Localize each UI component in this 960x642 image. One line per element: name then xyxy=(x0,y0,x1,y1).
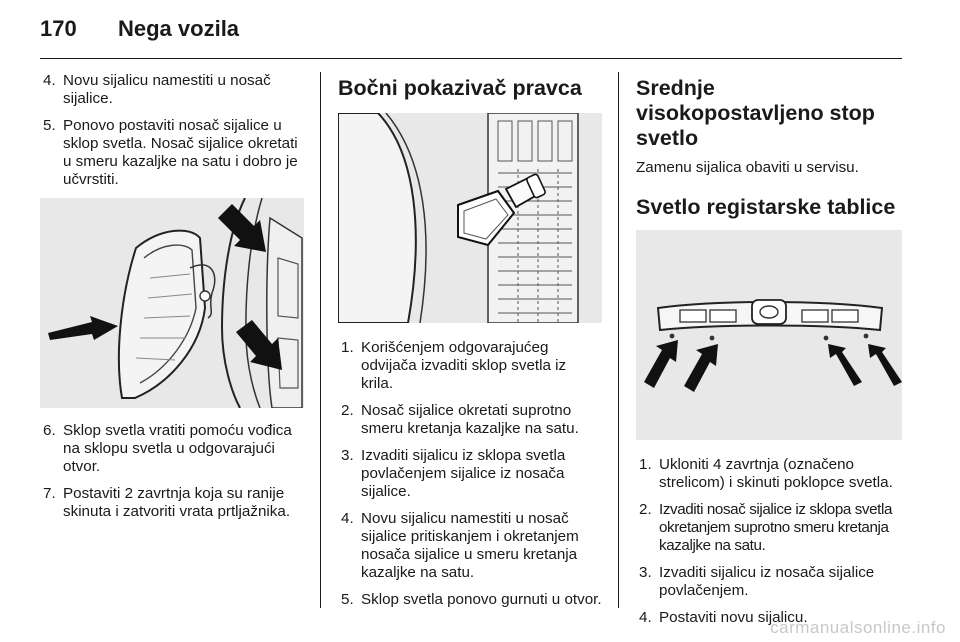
page-title: Nega vozila xyxy=(118,16,240,41)
list-item xyxy=(338,510,602,582)
tail-light-illustration xyxy=(40,198,304,408)
steps-list-b xyxy=(40,422,304,521)
step-number: 4. xyxy=(341,510,354,527)
step-text: Ponovo postaviti nosač sijalice u sklop svetla. Nosač sijalice okretati u smeru kazaljke na satu i dobro je učvrstiti. xyxy=(63,117,298,188)
step-text: Izvaditi sijalicu iz nosača sijalice povlačenjem. xyxy=(659,564,875,599)
step-text: Postaviti novu sijalicu. xyxy=(659,609,808,626)
page-header xyxy=(40,16,239,48)
list-item xyxy=(338,591,602,609)
stop-light-paragraph: Zamenu sijalica obaviti u servisu. xyxy=(636,159,859,176)
side-indicator-illustration xyxy=(338,113,602,323)
list-item xyxy=(338,339,602,393)
step-number: 5. xyxy=(43,117,56,134)
step-text: Postaviti 2 zavrtnja koja su ranije skinuta i zatvoriti vrata prtljažnika. xyxy=(63,485,291,520)
tail-light-figure xyxy=(40,198,304,408)
step-number: 4. xyxy=(43,72,56,89)
step-number: 6. xyxy=(43,422,56,439)
list-item xyxy=(40,422,304,476)
step-text: Novu sijalicu namestiti u nosač sijalice pritiskanjem i okretanjem nosača sijalice u smeru kretanja kazaljke na satu. xyxy=(361,510,579,581)
watermark: carmanualsonline.info xyxy=(770,618,946,637)
column-divider-1 xyxy=(320,72,321,608)
step-number: 1. xyxy=(639,456,652,473)
step-number: 3. xyxy=(341,447,354,464)
plate-light-illustration xyxy=(636,230,902,440)
column-2 xyxy=(338,72,602,618)
header-divider xyxy=(40,58,902,59)
steps-list-side-indicator xyxy=(338,339,602,609)
section-heading-stop-light: Srednje visokopostavljeno stop svetlo xyxy=(636,76,875,150)
list-item xyxy=(40,72,304,108)
list-item xyxy=(40,485,304,521)
column-1 xyxy=(40,72,304,530)
step-text: Izvaditi sijalicu iz sklopa svetla povlačenjem sijalice iz nosača sijalice. xyxy=(361,447,566,500)
step-number: 4. xyxy=(639,609,652,626)
step-text: Novu sijalicu namestiti u nosač sijalice. xyxy=(63,72,271,107)
list-item xyxy=(636,456,902,492)
step-number: 1. xyxy=(341,339,354,356)
step-number: 7. xyxy=(43,485,56,502)
section-heading-side-indicator: Bočni pokazivač pravca xyxy=(338,76,582,100)
list-item xyxy=(40,117,304,189)
step-text: Sklop svetla ponovo gurnuti u otvor. xyxy=(361,591,602,608)
side-indicator-figure xyxy=(338,113,602,323)
steps-list-a xyxy=(40,72,304,189)
list-item xyxy=(636,501,902,555)
column-divider-2 xyxy=(618,72,619,608)
page-number: 170 xyxy=(40,16,77,41)
step-text: Korišćenjem odgovarajućeg odvijača izvaditi sklop svetla iz krila. xyxy=(361,339,567,392)
section-heading-plate-light: Svetlo registarske tablice xyxy=(636,195,896,219)
plate-light-figure xyxy=(636,230,902,440)
list-item xyxy=(636,564,902,600)
step-number: 3. xyxy=(639,564,652,581)
step-number: 2. xyxy=(639,501,652,518)
step-number: 5. xyxy=(341,591,354,608)
list-item xyxy=(338,447,602,501)
step-number: 2. xyxy=(341,402,354,419)
step-text: Sklop svetla vratiti pomoću vođica na sklopu svetla u odgovarajući otvor. xyxy=(63,422,292,475)
steps-list-plate-light xyxy=(636,456,902,627)
step-text: Nosač sijalice okretati suprotno smeru kretanja kazaljke na satu. xyxy=(361,402,579,437)
step-text: Ukloniti 4 zavrtnja (označeno strelicom) i skinuti poklopce svetla. xyxy=(659,456,893,491)
list-item xyxy=(338,402,602,438)
step-text: Izvaditi nosač sijalice iz sklopa svetla okretanjem suprotno smeru kretanja kazaljke na satu. xyxy=(659,501,893,554)
column-3 xyxy=(636,72,902,636)
